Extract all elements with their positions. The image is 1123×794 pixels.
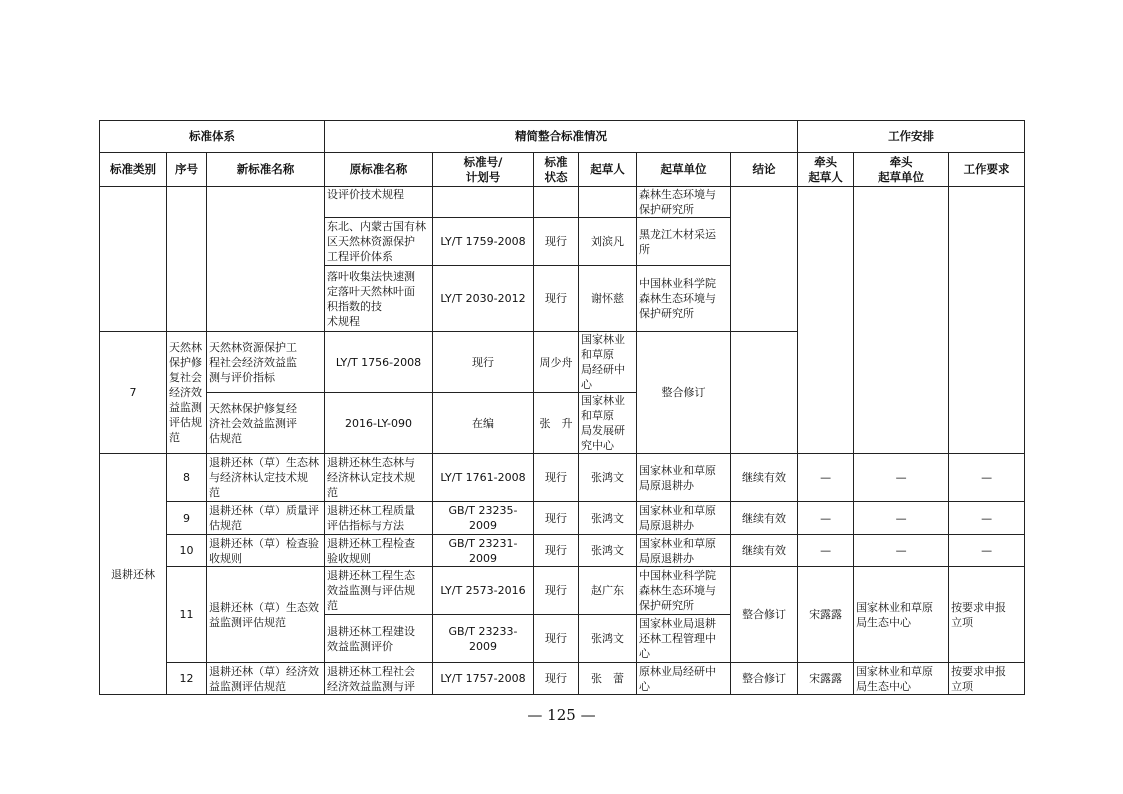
status-cell: 现行: [534, 615, 579, 663]
conclusion-cell: 整合修订: [731, 663, 798, 695]
seq-cell: 10: [167, 535, 207, 567]
conclusion-cell: 整合修订: [637, 332, 731, 454]
page-number: — 125 —: [527, 706, 596, 724]
status-cell: 现行: [534, 454, 579, 502]
orig-name-cell: 退耕还林工程建设 效益监测评价: [325, 615, 433, 663]
std-no-cell: LY/T 1761-2008: [433, 454, 534, 502]
drafter-cell: 张 蕾: [579, 663, 637, 695]
lead-unit-cell: 国家林业和草原 局生态中心: [854, 567, 949, 663]
new-name-cell: 退耕还林（草）生态效 益监测评估规范: [207, 567, 325, 663]
orig-name-cell: 退耕还林工程质量 评估指标与方法: [325, 502, 433, 535]
orig-name-cell: 退耕还林生态林与 经济林认定技术规 范: [325, 454, 433, 502]
col-header-status: 标准 状态: [534, 153, 579, 187]
status-cell: 在编: [433, 393, 534, 454]
std-no-cell: LY/T 1759-2008: [433, 218, 534, 266]
seq-cell: 12: [167, 663, 207, 695]
orig-name-cell: 退耕还林工程社会 经济效益监测与评: [325, 663, 433, 695]
new-name-cell: 退耕还林（草）生态林 与经济林认定技术规 范: [207, 454, 325, 502]
col-header-requirement: 工作要求: [949, 153, 1025, 187]
status-cell: 现行: [433, 332, 534, 393]
lead-unit-cell: —: [854, 454, 949, 502]
unit-cell: 中国林业科学院 森林生态环境与 保护研究所: [637, 567, 731, 615]
conclusion-cell: 继续有效: [731, 502, 798, 535]
requirement-cell: 按要求申报 立项: [949, 663, 1025, 695]
new-name-cell: [207, 187, 325, 332]
new-name-cell: 退耕还林（草）经济效 益监测评估规范: [207, 663, 325, 695]
column-header-row: [100, 153, 1025, 187]
conclusion-cell: 继续有效: [731, 535, 798, 567]
table-row: [100, 535, 1025, 567]
group-header-row: [100, 121, 1025, 153]
lead-cell: —: [798, 454, 854, 502]
status-cell: [534, 187, 579, 218]
unit-cell: 森林生态环境与 保护研究所: [637, 187, 731, 218]
orig-name-cell: 退耕还林工程检查 验收规则: [325, 535, 433, 567]
orig-name-cell: 东北、内蒙古国有林 区天然林资源保护 工程评价体系: [325, 218, 433, 266]
lead-cell: 宋露露: [798, 567, 854, 663]
status-cell: 现行: [534, 502, 579, 535]
orig-name-cell: 天然林保护修复经 济社会效益监测评 估规范: [207, 393, 325, 454]
unit-cell: 国家林业和草原 局原退耕办: [637, 454, 731, 502]
std-no-cell: GB/T 23235-2009: [433, 502, 534, 535]
lead-unit-cell: —: [854, 502, 949, 535]
requirement-cell: —: [949, 454, 1025, 502]
unit-cell: 国家林业局退耕 还林工程管理中 心: [637, 615, 731, 663]
new-name-cell: 退耕还林（草）质量评 估规范: [207, 502, 325, 535]
conclusion-cell: 继续有效: [731, 454, 798, 502]
drafter-cell: 张鸿文: [579, 535, 637, 567]
drafter-cell: 张鸿文: [579, 502, 637, 535]
unit-cell: 中国林业科学院 森林生态环境与 保护研究所: [637, 266, 731, 332]
seq-cell: 8: [167, 454, 207, 502]
drafter-cell: 刘滨凡: [579, 218, 637, 266]
category-cell: [100, 187, 167, 332]
status-cell: 现行: [534, 567, 579, 615]
unit-cell: 黑龙江木材采运 所: [637, 218, 731, 266]
drafter-cell: 周少舟: [534, 332, 579, 393]
drafter-cell: 张 升: [534, 393, 579, 454]
orig-name-cell: 落叶收集法快速测 定落叶天然林叶面 积指数的技 术规程: [325, 266, 433, 332]
lead-cell: —: [798, 535, 854, 567]
conclusion-cell: 整合修订: [731, 567, 798, 663]
status-cell: 现行: [534, 535, 579, 567]
drafter-cell: 张鸿文: [579, 454, 637, 502]
seq-cell: [167, 187, 207, 332]
category-cell: 退耕还林: [100, 454, 167, 695]
header-group-standard-system: 标准体系: [100, 121, 325, 153]
drafter-cell: 张鸿文: [579, 615, 637, 663]
requirement-cell: —: [949, 502, 1025, 535]
status-cell: 现行: [534, 218, 579, 266]
lead-cell: [798, 187, 854, 454]
std-no-cell: LY/T 1756-2008: [325, 332, 433, 393]
std-no-cell: [433, 187, 534, 218]
seq-cell: 9: [167, 502, 207, 535]
status-cell: 现行: [534, 663, 579, 695]
col-header-conclusion: 结论: [731, 153, 798, 187]
conclusion-cell: [731, 187, 798, 332]
col-header-category: 标准类别: [100, 153, 167, 187]
requirement-cell: [949, 187, 1025, 454]
drafter-cell: 谢怀慈: [579, 266, 637, 332]
seq-cell: 11: [167, 567, 207, 663]
standards-table: [99, 120, 1025, 695]
unit-cell: 原林业局经研中 心: [637, 663, 731, 695]
requirement-cell: —: [949, 535, 1025, 567]
drafter-cell: 赵广东: [579, 567, 637, 615]
col-header-new-name: 新标准名称: [207, 153, 325, 187]
lead-unit-cell: 国家林业和草原 局生态中心: [854, 663, 949, 695]
col-header-seq: 序号: [167, 153, 207, 187]
new-name-cell: 退耕还林（草）检查验 收规则: [207, 535, 325, 567]
lead-cell: —: [798, 502, 854, 535]
unit-cell: 国家林业和草原 局原退耕办: [637, 502, 731, 535]
std-no-cell: LY/T 1757-2008: [433, 663, 534, 695]
table-row: [100, 454, 1025, 502]
lead-cell: 宋露露: [798, 663, 854, 695]
orig-name-cell: 退耕还林工程生态 效益监测与评估规 范: [325, 567, 433, 615]
std-no-cell: LY/T 2573-2016: [433, 567, 534, 615]
orig-name-cell: 设评价技术规程: [325, 187, 433, 218]
col-header-lead: 牵头 起草人: [798, 153, 854, 187]
std-no-cell: GB/T 23233-2009: [433, 615, 534, 663]
lead-unit-cell: [854, 187, 949, 454]
col-header-lead-unit: 牵头 起草单位: [854, 153, 949, 187]
col-header-drafter: 起草人: [579, 153, 637, 187]
unit-cell: 国家林业和草原 局原退耕办: [637, 535, 731, 567]
header-group-work-arrangement: 工作安排: [798, 121, 1025, 153]
orig-name-cell: 天然林资源保护工 程社会经济效益监 测与评价指标: [207, 332, 325, 393]
table-row: [100, 567, 1025, 615]
header-group-consolidation: 精简整合标准情况: [325, 121, 798, 153]
col-header-unit: 起草单位: [637, 153, 731, 187]
drafter-cell: [579, 187, 637, 218]
lead-unit-cell: —: [854, 535, 949, 567]
col-header-orig-name: 原标准名称: [325, 153, 433, 187]
std-no-cell: 2016-LY-090: [325, 393, 433, 454]
seq-cell: 7: [100, 332, 167, 454]
unit-cell: 国家林业和草原 局经研中心: [579, 332, 637, 393]
table-row: [100, 502, 1025, 535]
new-name-cell: 天然林保护修复社会 经济效益监测评估规 范: [167, 332, 207, 454]
std-no-cell: GB/T 23231-2009: [433, 535, 534, 567]
std-no-cell: LY/T 2030-2012: [433, 266, 534, 332]
col-header-std-no: 标准号/ 计划号: [433, 153, 534, 187]
requirement-cell: 按要求申报 立项: [949, 567, 1025, 663]
status-cell: 现行: [534, 266, 579, 332]
table-row: [100, 663, 1025, 695]
unit-cell: 国家林业和草原 局发展研究中心: [579, 393, 637, 454]
table-row: [100, 187, 1025, 218]
